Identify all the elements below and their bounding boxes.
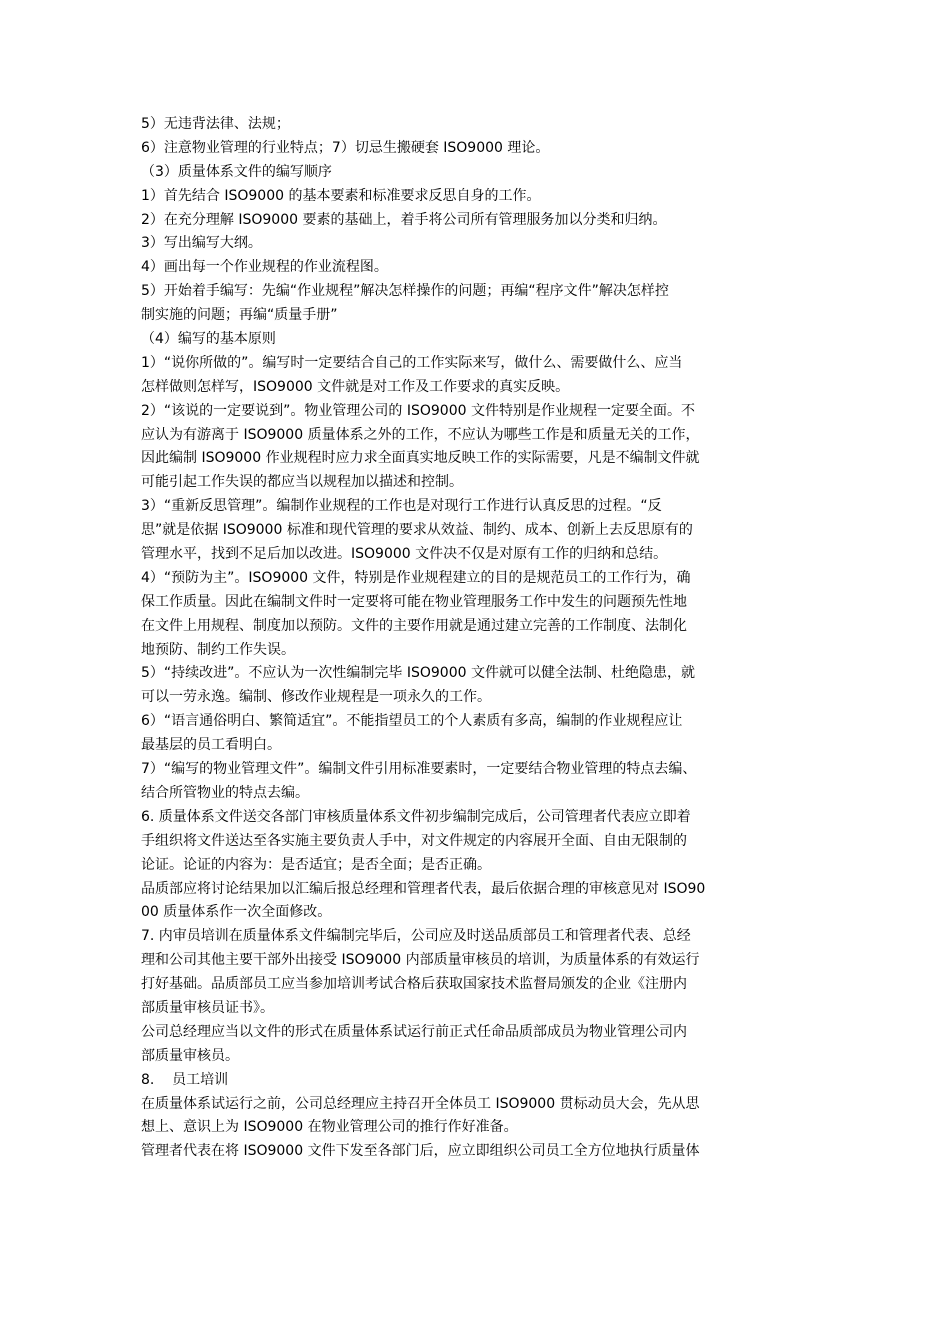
text-line: 制实施的问题；再编“质量手册”	[141, 307, 338, 324]
text-line: 公司总经理应当以文件的形式在质量体系试运行前正式任命品质部成员为物业管理公司内	[141, 1023, 687, 1040]
text-line: 应认为有游离于 ISO9000 质量体系之外的工作，不应认为哪些工作是和质量无关的工作，	[141, 426, 700, 443]
text-line: 部质量审核员。	[141, 1047, 239, 1064]
text-line: 可以一劳永逸。编制、修改作业规程是一项永久的工作。	[141, 689, 491, 706]
text-line: 想上、意识上为 ISO9000 在物业管理公司的推行作好准备。	[141, 1119, 518, 1136]
text-line: 1）首先结合 ISO9000 的基本要素和标准要求反思自身的工作。	[141, 187, 541, 204]
text-line: 2）在充分理解 ISO9000 要素的基础上，着手将公司所有管理服务加以分类和归纳。	[141, 211, 667, 228]
text-line: 3）“重新反思管理”。编制作业规程的工作也是对现行工作进行认真反思的过程。“反	[141, 498, 662, 515]
text-line: 在质量体系试运行之前，公司总经理应主持召开全体员工 ISO9000 贯标动员大会，先从思	[141, 1095, 700, 1112]
text-line: 6. 质量体系文件送交各部门审核质量体系文件初步编制完成后，公司管理者代表应立即着	[141, 808, 691, 825]
text-line: 4）“预防为主”。ISO9000 文件，特别是作业规程建立的目的是规范员工的工作行为，确	[141, 569, 691, 586]
text-line: 4）画出每一个作业规程的作业流程图。	[141, 259, 388, 276]
text-line: 5）“持续改进”。不应认为一次性编制完毕 ISO9000 文件就可以健全法制、杜绝隐患，就	[141, 665, 695, 682]
text-line: 手组织将文件送达至各实施主要负责人手中，对文件规定的内容展开全面、自由无限制的	[141, 832, 687, 849]
text-line: 6）“语言通俗明白、繁简适宜”。不能指望员工的个人素质有多高，编制的作业规程应让	[141, 713, 683, 730]
text-line: 6）注意物业管理的行业特点；7）切忌生搬硬套 ISO9000 理论。	[141, 139, 550, 156]
text-line: 1）“说你所做的”。编写时一定要结合自己的工作实际来写，做什么、需要做什么、应当	[141, 354, 683, 371]
section-heading: （4）编写的基本原则	[141, 331, 276, 348]
text-line: 保工作质量。因此在编制文件时一定要将可能在物业管理服务工作中发生的问题预先性地	[141, 593, 687, 610]
text-line: 因此编制 ISO9000 作业规程时应力求全面真实地反映工作的实际需要，凡是不编制文件就	[141, 450, 700, 467]
section-heading: （3）质量体系文件的编写顺序	[141, 163, 332, 180]
text-line: 理和公司其他主要干部外出接受 ISO9000 内部质量审核员的培训，为质量体系的有效运行	[141, 952, 700, 969]
text-line: 怎样做则怎样写，ISO9000 文件就是对工作及工作要求的真实反映。	[141, 378, 570, 395]
text-line: 论证。论证的内容为：是否适宜；是否全面；是否正确。	[141, 856, 491, 873]
text-line: 2）“该说的一定要说到”。物业管理公司的 ISO9000 文件特别是作业规程一定要全面。不	[141, 402, 695, 419]
text-line: 品质部应将讨论结果加以汇编后报总经理和管理者代表，最后依据合理的审核意见对 ISO90	[141, 880, 706, 897]
text-line: 地预防、制约工作失误。	[141, 641, 295, 658]
text-line: 管理水平，找到不足后加以改进。ISO9000 文件决不仅是对原有工作的归纳和总结。	[141, 546, 668, 563]
text-line: 管理者代表在将 ISO9000 文件下发至各部门后，应立即组织公司员工全方位地执行质量体	[141, 1143, 700, 1160]
text-line: 5）无违背法律、法规；	[141, 116, 290, 132]
text-line: 5）开始着手编写：先编“作业规程”解决怎样操作的问题；再编“程序文件”解决怎样控	[141, 283, 669, 300]
text-line: 思”就是依据 ISO9000 标准和现代管理的要求从效益、制约、成本、创新上去反思原有的	[141, 522, 693, 539]
document-body	[141, 113, 841, 1164]
section-heading: 8. 员工培训	[141, 1071, 229, 1088]
text-line: 7）“编写的物业管理文件”。编制文件引用标准要素时，一定要结合物业管理的特点去编、	[141, 761, 697, 778]
text-line: 00 质量体系作一次全面修改。	[141, 904, 332, 921]
text-line: 打好基础。品质部员工应当参加培训考试合格后获取国家技术监督局颁发的企业《注册内	[141, 976, 687, 993]
text-line: 在文件上用规程、制度加以预防。文件的主要作用就是通过建立完善的工作制度、法制化	[141, 617, 687, 634]
text-line: 部质量审核员证书》。	[141, 999, 274, 1016]
text-line: 最基层的员工看明白。	[141, 737, 281, 754]
text-line: 7. 内审员培训在质量体系文件编制完毕后，公司应及时送品质部员工和管理者代表、总经	[141, 928, 691, 945]
text-line: 3）写出编写大纲。	[141, 235, 262, 252]
text-line: 结合所管物业的特点去编。	[141, 784, 309, 801]
text-line: 可能引起工作失误的都应当以规程加以描述和控制。	[141, 474, 463, 491]
